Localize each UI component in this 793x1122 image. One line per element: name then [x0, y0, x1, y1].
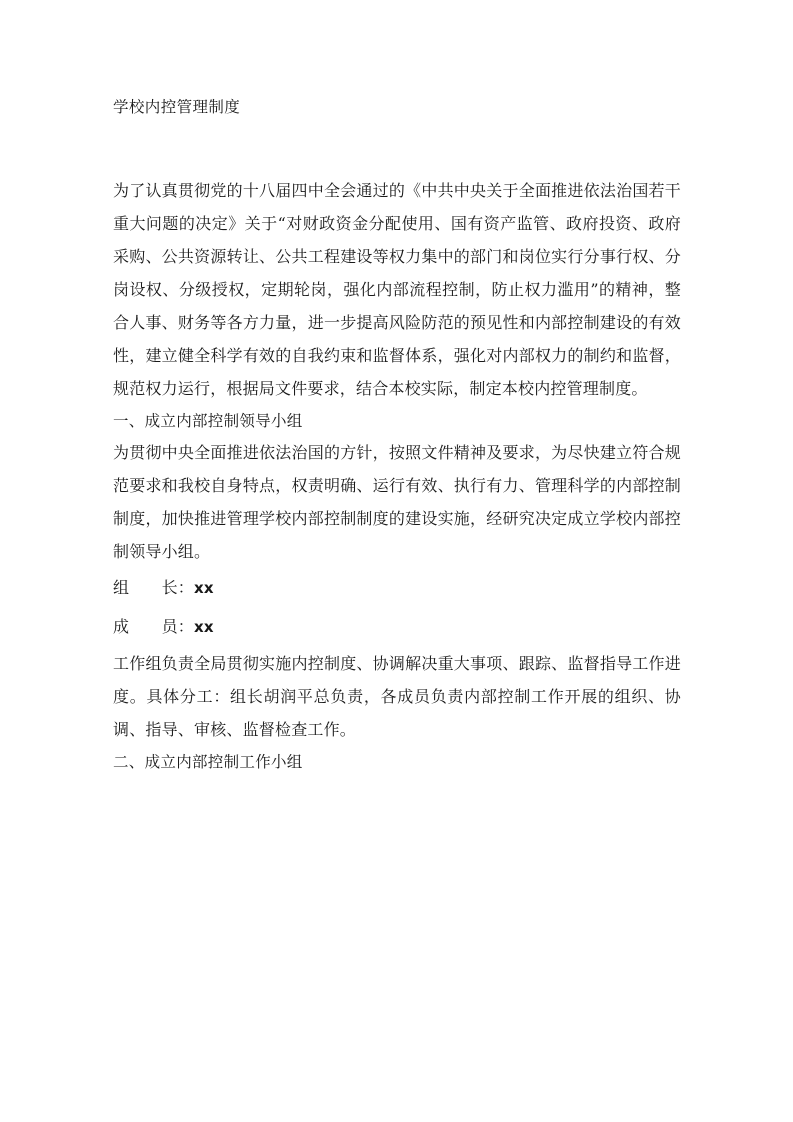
document-body: [113, 96, 681, 778]
section-one-duties-paragraph: 工作组负责全局贯彻实施内控制度、协调解决重大事项、跟踪、监督指导工作进度。具体分工：组长胡润平总负责，各成员负责内部控制工作开展的组织、协调、指导、审核、监督检查工作。: [113, 653, 681, 739]
leader-name-value: xx: [194, 578, 214, 597]
leader-line: [113, 569, 681, 607]
page-title: 学校内控管理制度: [113, 98, 241, 116]
member-role-label: 成 员：: [113, 617, 195, 637]
section-one-heading: 一、成立内部控制领导小组: [113, 411, 303, 430]
member-name-value: xx: [194, 618, 214, 637]
intro-paragraph: 为了认真贯彻党的十八届四中全会通过的《中共中央关于全面推进依法治国若干重大问题的决定》关于“对财政资金分配使用、国有资产监管、政府投资、政府采购、公共资源转让、公共工程建设等权力集中的部门和岗位实行分事行权、分岗设权、分级授权，定期轮岗，强化内部流程控制，防止权力滥用”的精神，整合人事、财务等各方力量，进一步提高风险防范的预见性和内部控制建设的有效性，建立健全科学有效的自我约束和监督体系，强化对内部权力的制约和监督，规范权力运行，根据局文件要求，结合本校实际，制定本校内控管理制度。: [113, 181, 681, 398]
member-line: [113, 608, 681, 646]
section-two-heading: 二、成立内部控制工作小组: [113, 752, 303, 771]
leader-role-label: 组 长：: [113, 577, 195, 597]
title-spacer: [113, 119, 681, 175]
section-one-paragraph: 为贯彻中央全面推进依法治国的方针，按照文件精神及要求，为尽快建立符合规范要求和我校自身特点，权责明确、运行有效、执行有力、管理科学的内部控制制度，加快推进管理学校内部控制制度的建设实施，经研究决定成立学校内部控制领导小组。: [113, 442, 681, 561]
